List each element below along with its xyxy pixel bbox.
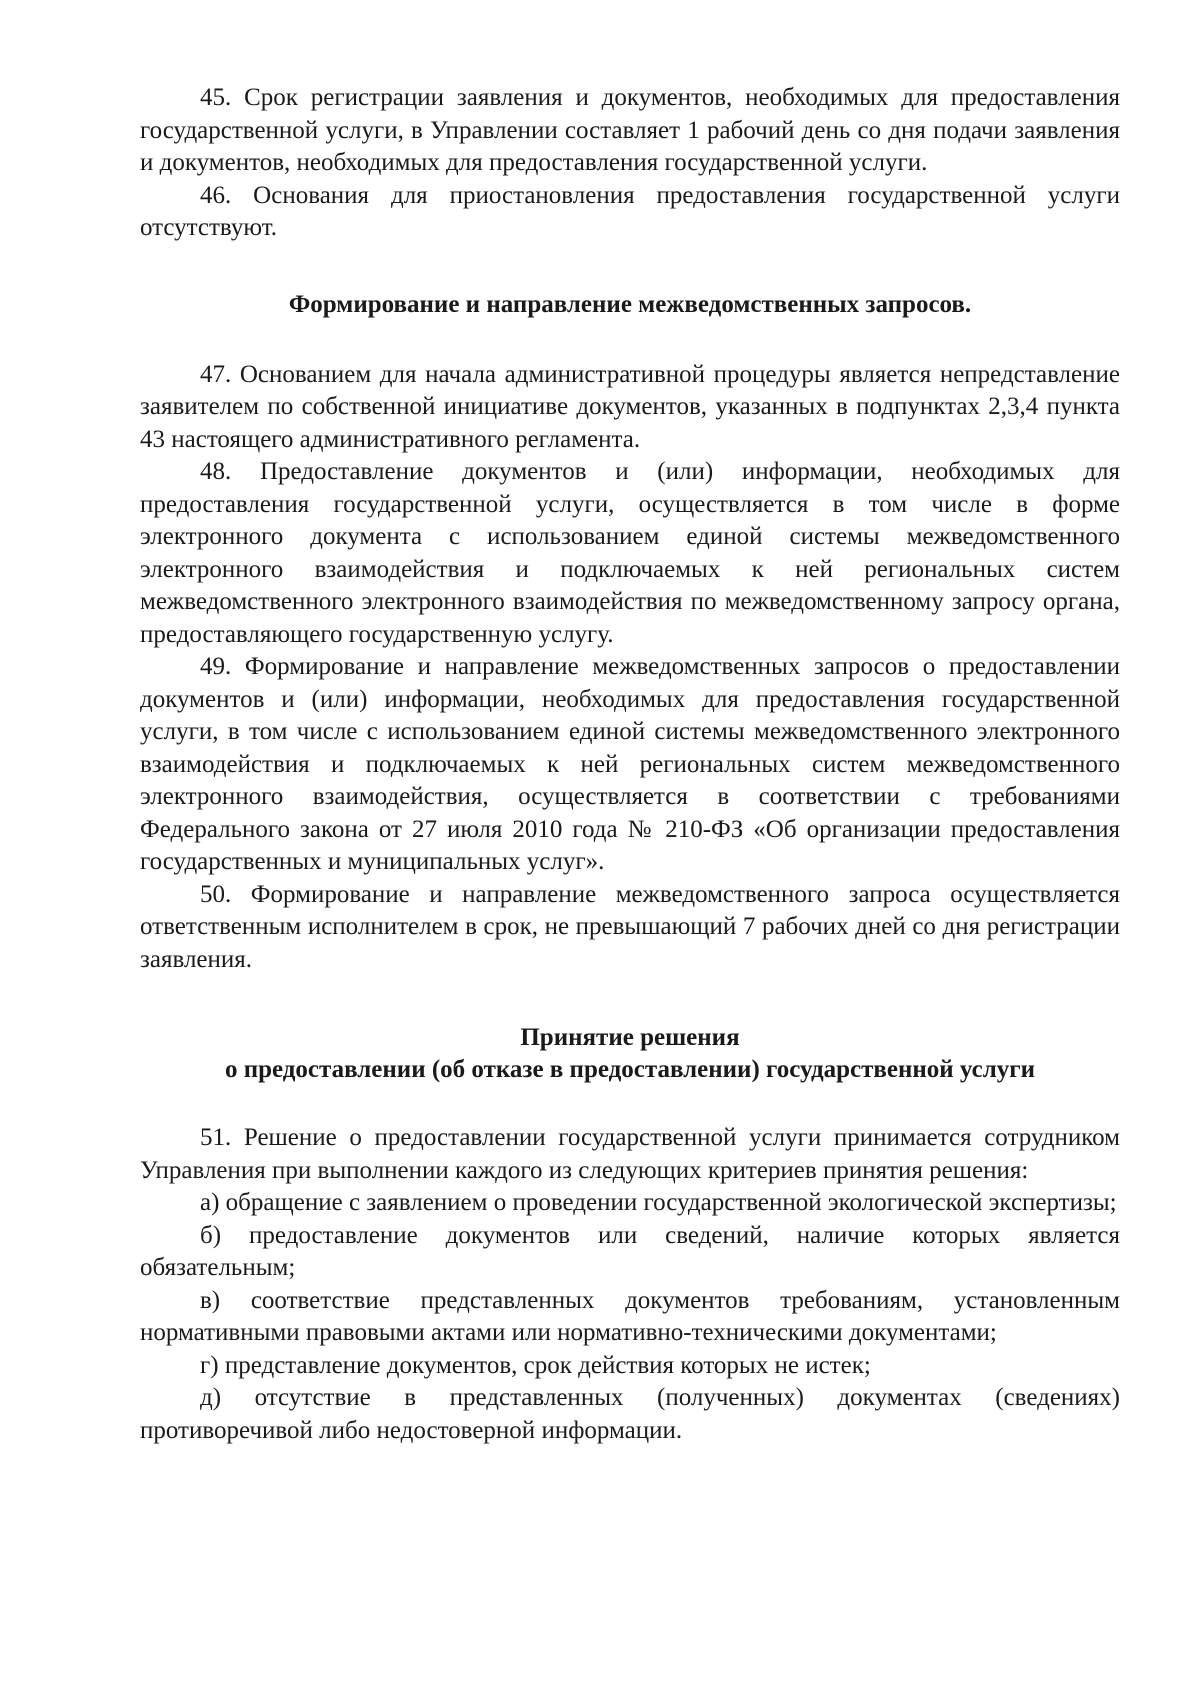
criterion-v: в) соответствие представленных документов требованиям, установленным нормативными правовыми актами или нормативно-техническими документами; <box>140 1286 1120 1346</box>
paragraph-45: 45. Срок регистрации заявления и документов, необходимых для предоставления государственной услуги, в Управлении составляет 1 рабочий день со дня подачи заявления и документов, необходимых для предоставления государственной услуги. <box>140 84 1120 176</box>
paragraph-50: 50. Формирование и направление межведомственного запроса осуществляется ответственным исполнителем в срок, не превышающий 7 рабочих дней со дня регистрации заявления. <box>140 880 1120 973</box>
paragraph-47: 47. Основанием для начала административной процедуры является непредставление заявителем по собственной инициативе документов, указанных в подпунктах 2,3,4 пункта 43 настоящего административного регламента. <box>140 360 1120 453</box>
paragraph-46: 46. Основания для приостановления предоставления государственной услуги отсутствуют. <box>140 181 1120 241</box>
section-heading-decision <box>140 1022 1120 1086</box>
document-page <box>140 82 1120 1447</box>
criterion-d: д) отсутствие в представленных (полученных) документах (сведениях) противоречивой либо недостоверной информации. <box>140 1384 1120 1444</box>
paragraph-48: 48. Предоставление документов и (или) информации, необходимых для предоставления государственной услуги, осуществляется в том числе в форме электронного документа с использованием единой системы межведомственного электронного взаимодействия и подключаемых к ней региональных систем межведомственного электронного взаимодействия по межведомственному запросу органа, предоставляющего государственную услугу. <box>140 458 1120 648</box>
section-heading-interagency-requests: Формирование и направление межведомственных запросов. <box>288 290 972 318</box>
criterion-b: б) предоставление документов или сведений, наличие которых является обязательным; <box>140 1221 1120 1281</box>
paragraph-49: 49. Формирование и направление межведомственных запросов о предоставлении документов и (или) информации, необходимых для предоставления государственной услуги, в том числе с использованием единой системы межведомственного электронного взаимодействия и подключаемых к ней региональных систем межведомственного электронного взаимодействия, осуществляется в соответствии с требованиями Федерального закона от 27 июля 2010 года № 210-ФЗ «Об организации предоставления государственных и муниципальных услуг». <box>140 653 1120 875</box>
paragraph-51: 51. Решение о предоставлении государственной услуги принимается сотрудником Управления при выполнении каждого из следующих критериев принятия решения: <box>140 1124 1120 1184</box>
section-heading-decision-line1: Принятие решения <box>520 1024 740 1051</box>
criterion-g: г) представление документов, срок действия которых не истек; <box>200 1351 871 1379</box>
criterion-a: а) обращение с заявлением о проведении государственной экологической экспертизы; <box>200 1189 1117 1216</box>
section-heading-decision-line2: о предоставлении (об отказе в предоставлении) государственной услуги <box>224 1056 1036 1083</box>
